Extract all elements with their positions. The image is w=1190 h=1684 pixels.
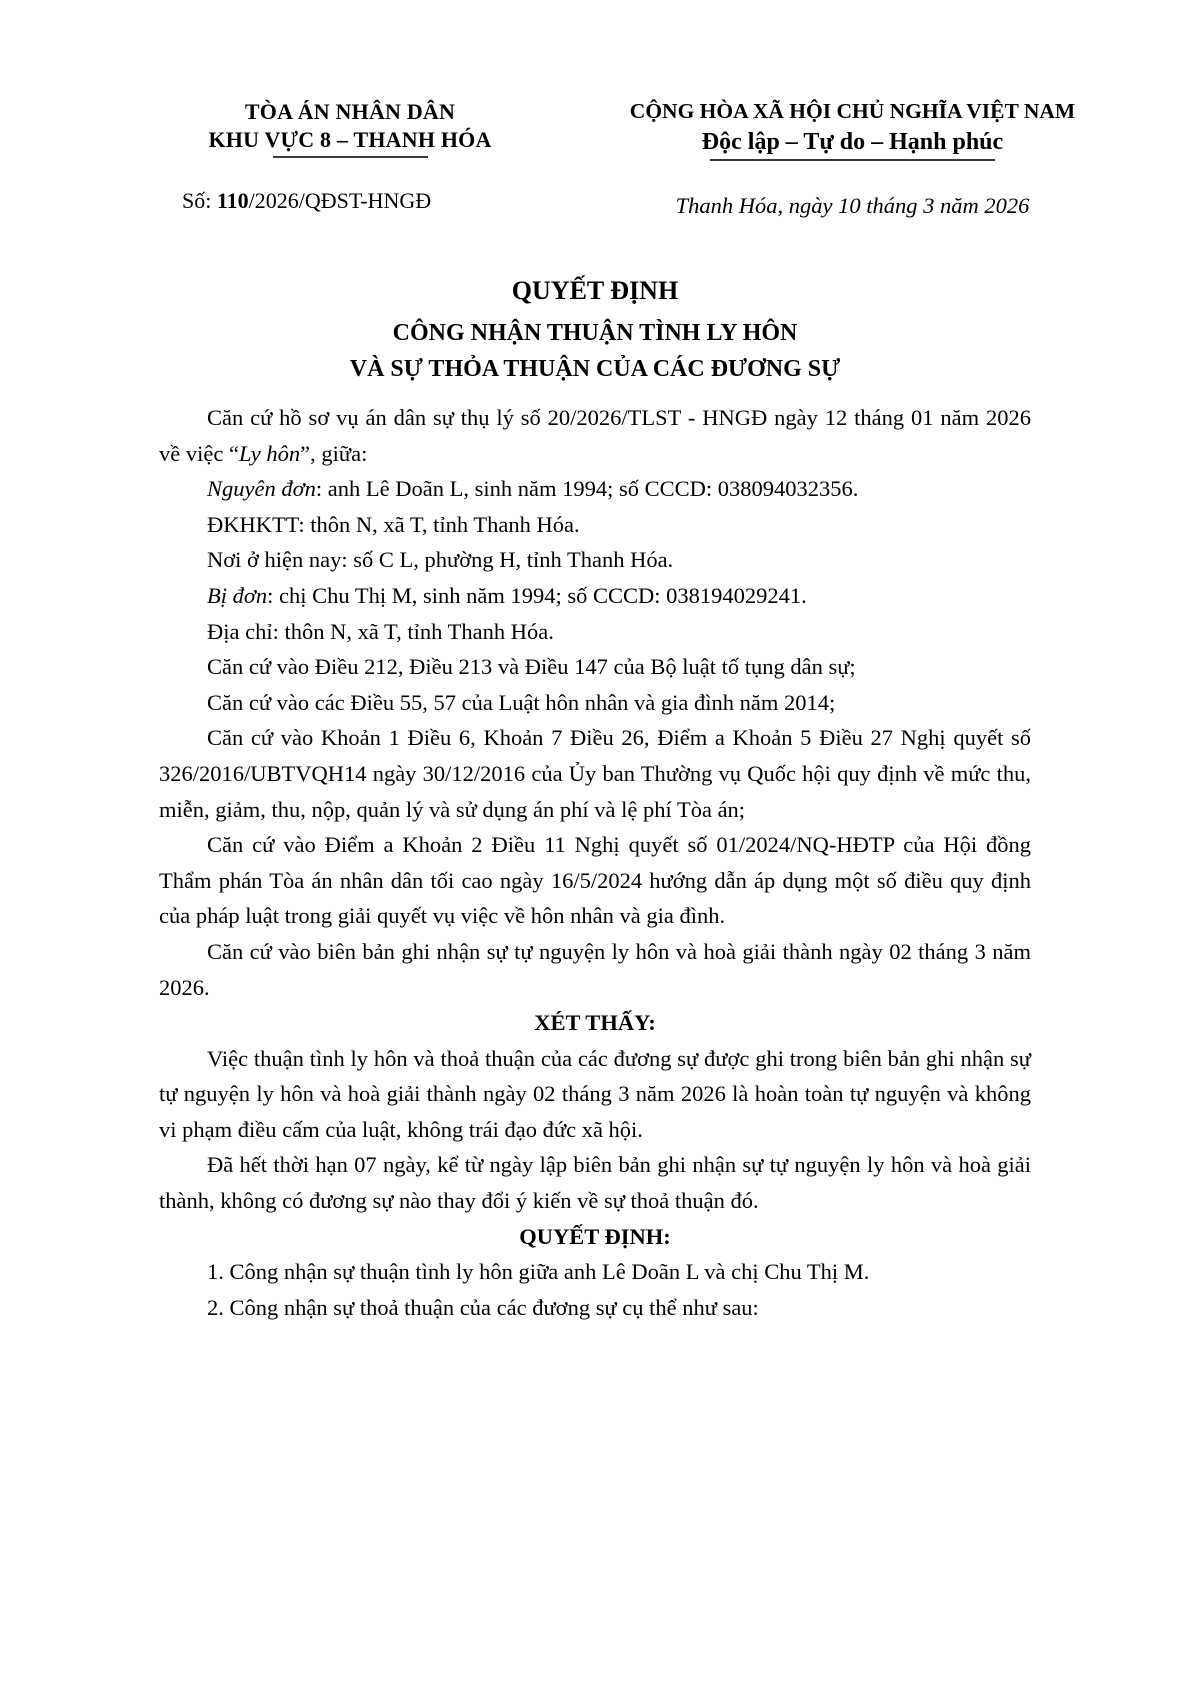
- paragraph-legal-basis-4: Căn cứ vào Điểm a Khoản 2 Điều 11 Nghị quyết số 01/2024/NQ-HĐTP của Hội đồng Thẩm phán Tòa án nhân dân tối cao ngày 16/5/2024 hướng dẫn áp dụng một số điều quy định của pháp luật trong giải quyết vụ việc về hôn nhân và gia đình.: [159, 832, 1031, 929]
- place-dateline: Thanh Hóa, ngày 10 tháng 3 năm 2026: [675, 193, 1030, 218]
- paragraph-legal-basis-1: Căn cứ vào Điều 212, Điều 213 và Điều 147 của Bộ luật tố tụng dân sự;: [207, 654, 856, 680]
- national-motto-block: [615, 98, 1090, 219]
- document-body: [159, 400, 1031, 1325]
- case-number-value: 110: [216, 188, 249, 213]
- paragraph-legal-basis-5: Căn cứ vào biên bản ghi nhận sự tự nguyện ly hôn và hoà giải thành ngày 02 tháng 3 năm 2026.: [159, 938, 1031, 1000]
- title-line3: VÀ SỰ THỎA THUẬN CỦA CÁC ĐƯƠNG SỰ: [349, 356, 841, 382]
- paragraph-legal-basis-2: Căn cứ vào các Điều 55, 57 của Luật hôn nhân và gia đình năm 2014;: [207, 689, 836, 715]
- case-number: [160, 188, 540, 214]
- title-line2: CÔNG NHẬN THUẬN TÌNH LY HÔN: [392, 320, 798, 346]
- paragraph-defendant-address: Địa chỉ: thôn N, xã T, tỉnh Thanh Hóa.: [207, 618, 554, 644]
- section-heading-quyet-dinh: QUYẾT ĐỊNH:: [519, 1223, 671, 1249]
- case-number-label: Số:: [182, 188, 217, 213]
- paragraph-defendant: [159, 578, 1031, 614]
- paragraph-intro: [159, 400, 1031, 471]
- court-name-block: [160, 98, 540, 219]
- national-motto: Độc lập – Tự do – Hạnh phúc: [701, 129, 1004, 155]
- defendant-details: : chị Chu Thị M, sinh năm 1994; số CCCD: 038194029241.: [267, 582, 807, 608]
- plaintiff-details: : anh Lê Doãn L, sinh năm 1994; số CCCD: 038094032356.: [315, 476, 859, 502]
- court-name-line2: KHU VỰC 8 – THANH HÓA: [208, 127, 492, 152]
- court-name-line1: TÒA ÁN NHÂN DÂN: [244, 99, 456, 124]
- defendant-label: Bị đơn: [207, 582, 268, 608]
- case-number-suffix: /2026/QĐST-HNGĐ: [248, 188, 432, 213]
- paragraph-decision-1: 1. Công nhận sự thuận tình ly hôn giữa anh Lê Doãn L và chị Chu Thị M.: [207, 1259, 870, 1285]
- paragraph-plaintiff-registration: ĐKHKTT: thôn N, xã T, tỉnh Thanh Hóa.: [207, 511, 580, 537]
- intro-post: ”, giữa:: [300, 440, 368, 466]
- plaintiff-label: Nguyên đơn: [207, 476, 316, 502]
- document-title: [0, 275, 1190, 384]
- paragraph-findings-2: Đã hết thời hạn 07 ngày, kể từ ngày lập biên bản ghi nhận sự tự nguyện ly hôn và hoà giải thành, không có đương sự nào thay đổi ý kiến về sự thoả thuận đó.: [159, 1152, 1031, 1214]
- national-title: CỘNG HÒA XÃ HỘI CHỦ NGHĨA VIỆT NAM: [629, 99, 1076, 123]
- case-type: Ly hôn: [238, 440, 301, 466]
- intro-pre: Căn cứ hồ sơ vụ án dân sự thụ lý số 20/2026/TLST - HNGĐ ngày 12 tháng 01 năm 2026 về việc “: [159, 405, 1031, 466]
- paragraph-plaintiff-residence: Nơi ở hiện nay: số C L, phường H, tỉnh Thanh Hóa.: [207, 547, 674, 573]
- national-motto-underline: [710, 159, 995, 161]
- title-line1: QUYẾT ĐỊNH: [511, 276, 679, 305]
- document-header: [0, 0, 1190, 219]
- paragraph-findings-1: Việc thuận tình ly hôn và thoả thuận của các đương sự được ghi trong biên bản ghi nhận sự tự nguyện ly hôn và hoà giải thành ngày 02 tháng 3 năm 2026 là hoàn toàn tự nguyện và không vi phạm điều cấm của luật, không trái đạo đức xã hội.: [159, 1045, 1031, 1142]
- court-name-underline: [273, 156, 428, 158]
- paragraph-plaintiff: [159, 471, 1031, 507]
- section-heading-xet-thay: XÉT THẤY:: [534, 1010, 656, 1036]
- paragraph-decision-2: 2. Công nhận sự thoả thuận của các đương sự cụ thể như sau:: [207, 1294, 759, 1320]
- paragraph-legal-basis-3: Căn cứ vào Khoản 1 Điều 6, Khoản 7 Điều 26, Điểm a Khoản 5 Điều 27 Nghị quyết số 326/2016/UBTVQH14 ngày 30/12/2016 của Ủy ban Thường vụ Quốc hội quy định về mức thu, miễn, giảm, thu, nộp, quản lý và sử dụng án phí và lệ phí Tòa án;: [159, 725, 1031, 822]
